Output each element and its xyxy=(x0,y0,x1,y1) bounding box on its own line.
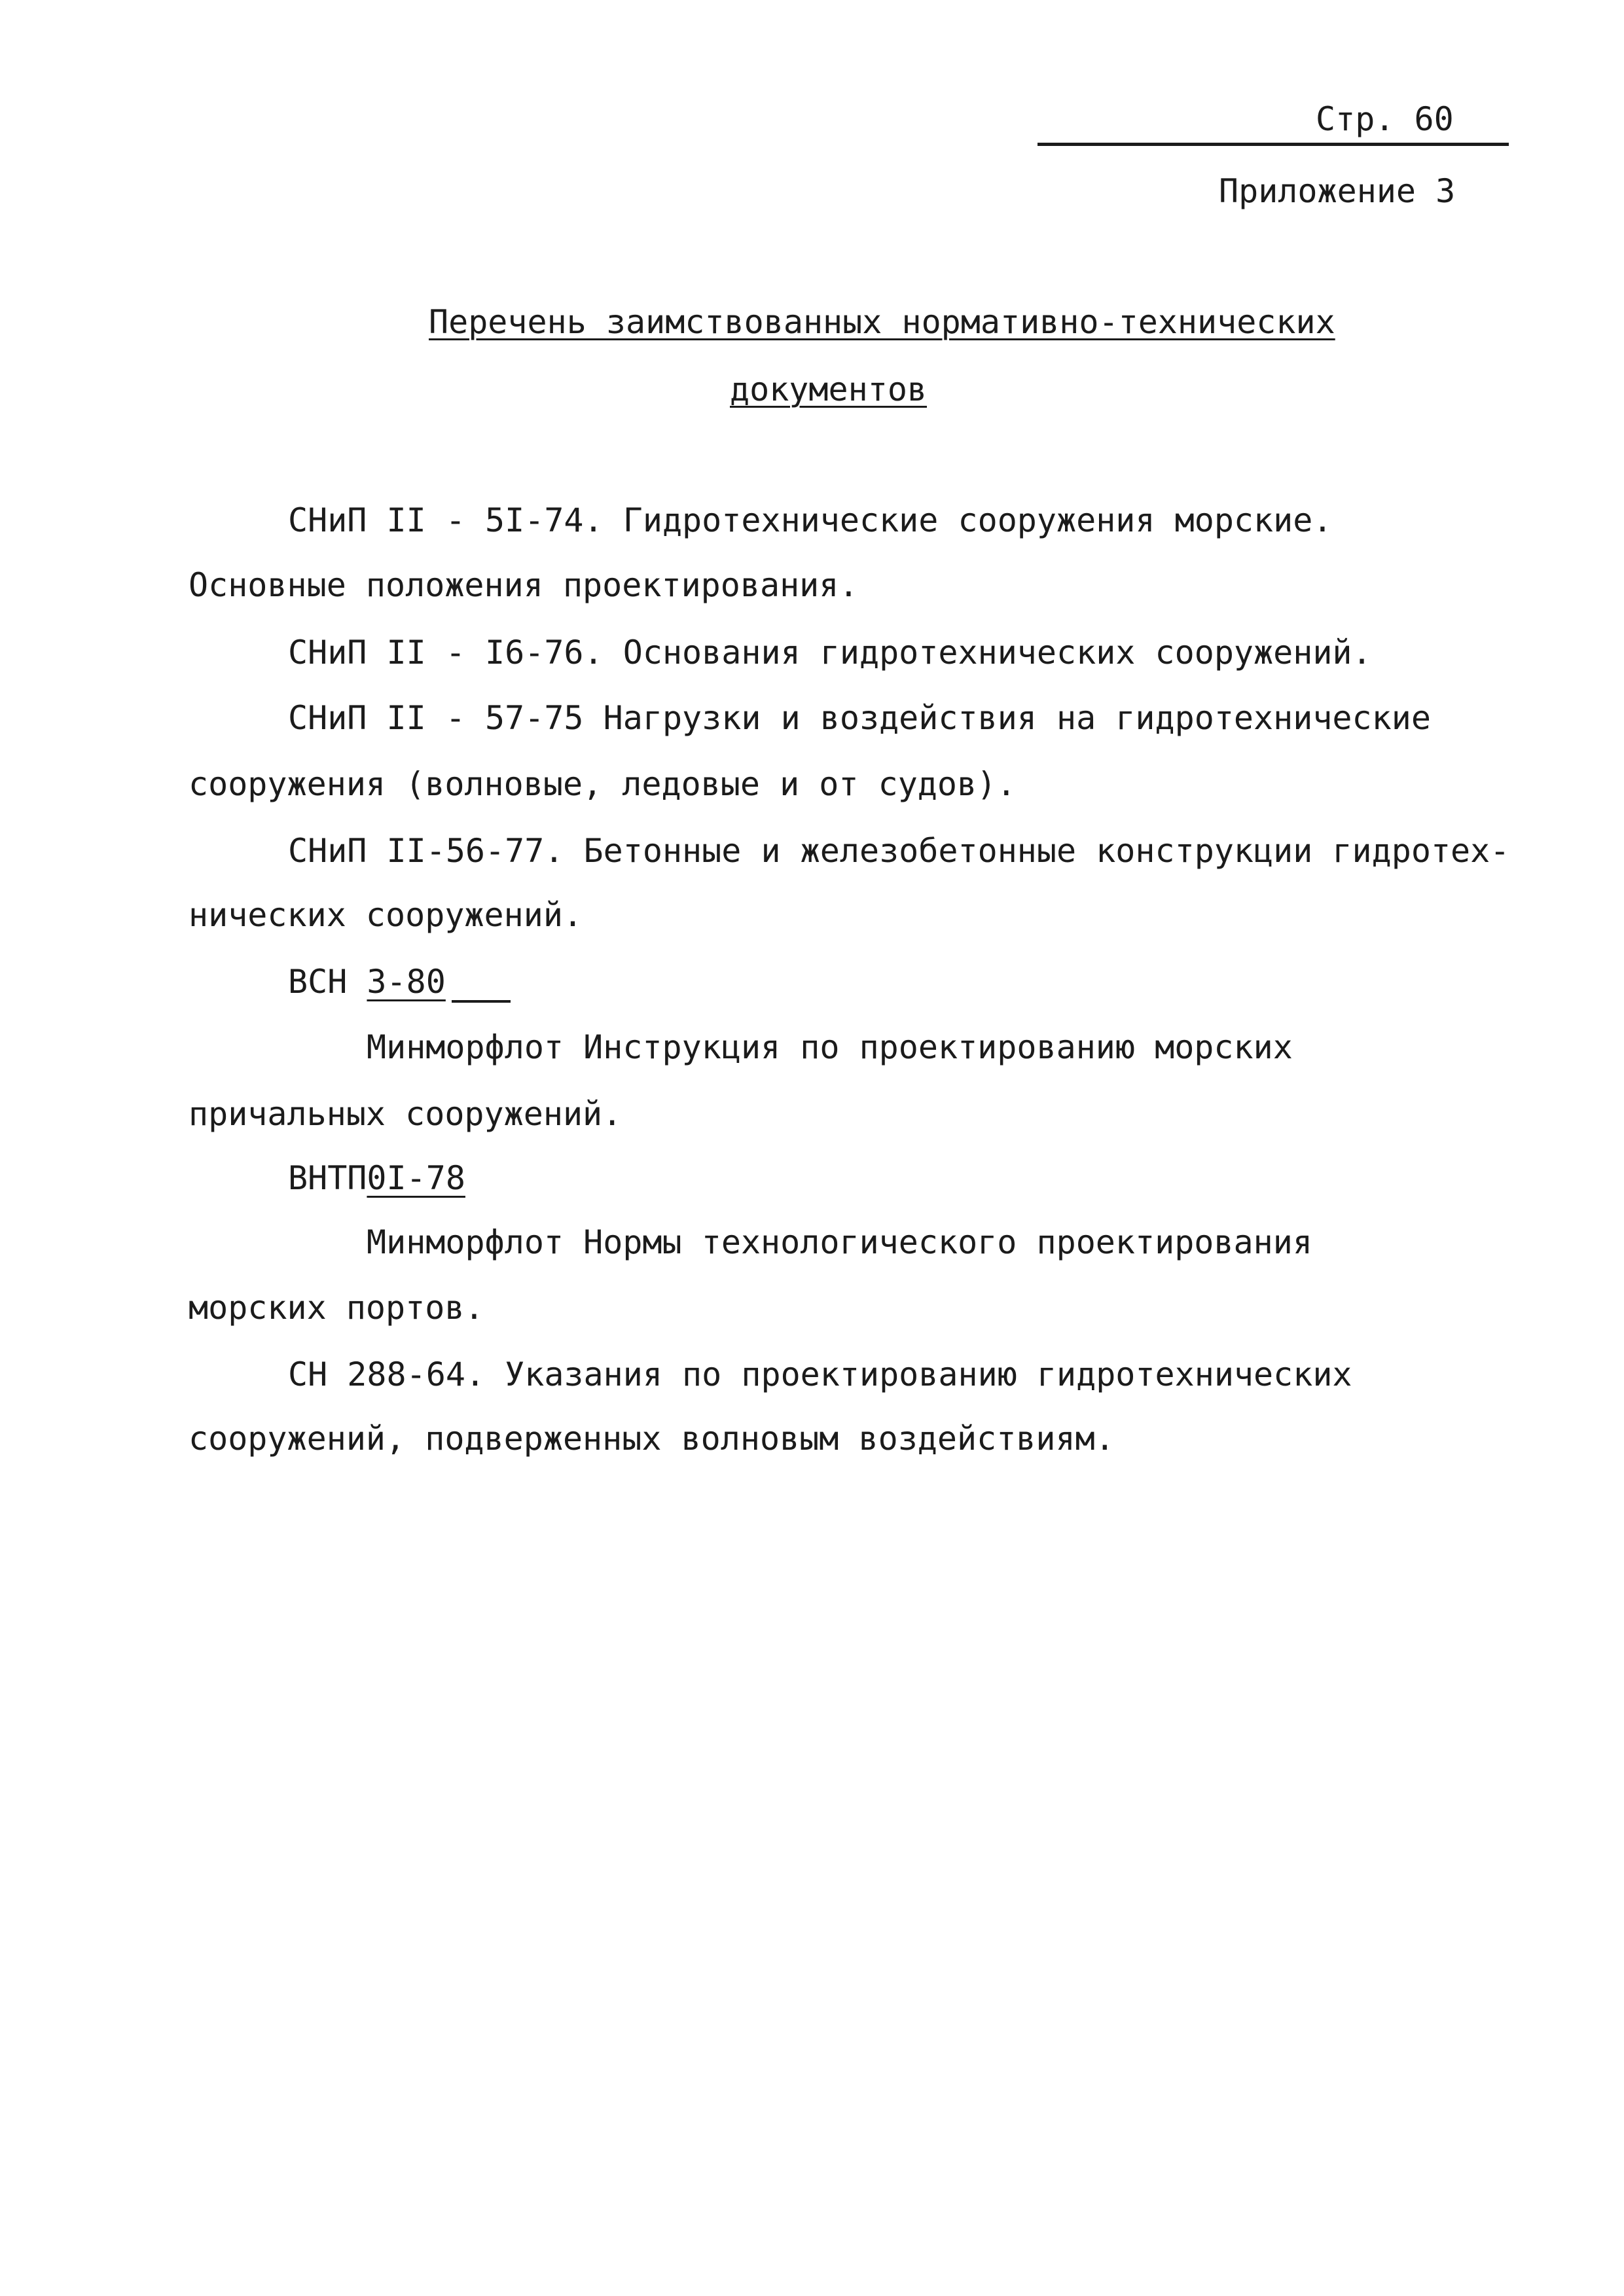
entry-line-4: СНиП II - 57-75 Нагрузки и воздействия на гидротехнические xyxy=(288,699,1431,737)
entry-line-10: причальных сооружений. xyxy=(189,1095,623,1133)
title-line-1: Перечень заимствованных нормативно-технических xyxy=(429,303,1335,341)
header-rule xyxy=(1038,143,1509,146)
entry-line-11-prefix: ВНТП xyxy=(288,1159,367,1197)
entry-line-7: нических сооружений. xyxy=(189,896,583,934)
entry-line-14: СН 288-64. Указания по проектированию гидротехнических xyxy=(288,1355,1352,1393)
entry-line-9: Минморфлот Инструкция по проектированию морских xyxy=(367,1028,1293,1066)
appendix-label: Приложение 3 xyxy=(1219,172,1456,210)
page-number: Стр. 60 xyxy=(1316,100,1454,138)
entry-line-5: сооружения (волновые, ледовые и от судов). xyxy=(189,765,1017,803)
entry-line-8-prefix: ВСН xyxy=(288,963,367,1001)
entry-line-11-code: 0I-78 xyxy=(367,1159,465,1197)
entry-line-12: Минморфлот Нормы технологического проектирования xyxy=(367,1223,1312,1261)
entry-line-3: СНиП II - I6-76. Основания гидротехнических сооружений. xyxy=(288,634,1372,672)
entry-line-8 xyxy=(288,962,446,1001)
entry-line-15: сооружений, подверженных волновым воздействиям. xyxy=(189,1420,1115,1458)
title-line-2: документов xyxy=(730,370,928,408)
entry-line-11 xyxy=(288,1158,465,1198)
entry-line-13: морских портов. xyxy=(189,1289,484,1327)
underline-tail xyxy=(452,1000,511,1003)
entry-line-2: Основные положения проектирования. xyxy=(189,566,859,604)
entry-line-6: СНиП II-56-77. Бетонные и железобетонные конструкции гидротех- xyxy=(288,832,1510,870)
entry-line-8-code: 3-80 xyxy=(367,963,446,1001)
entry-line-1: СНиП II - 5I-74. Гидротехнические сооружения морские. xyxy=(288,501,1333,539)
